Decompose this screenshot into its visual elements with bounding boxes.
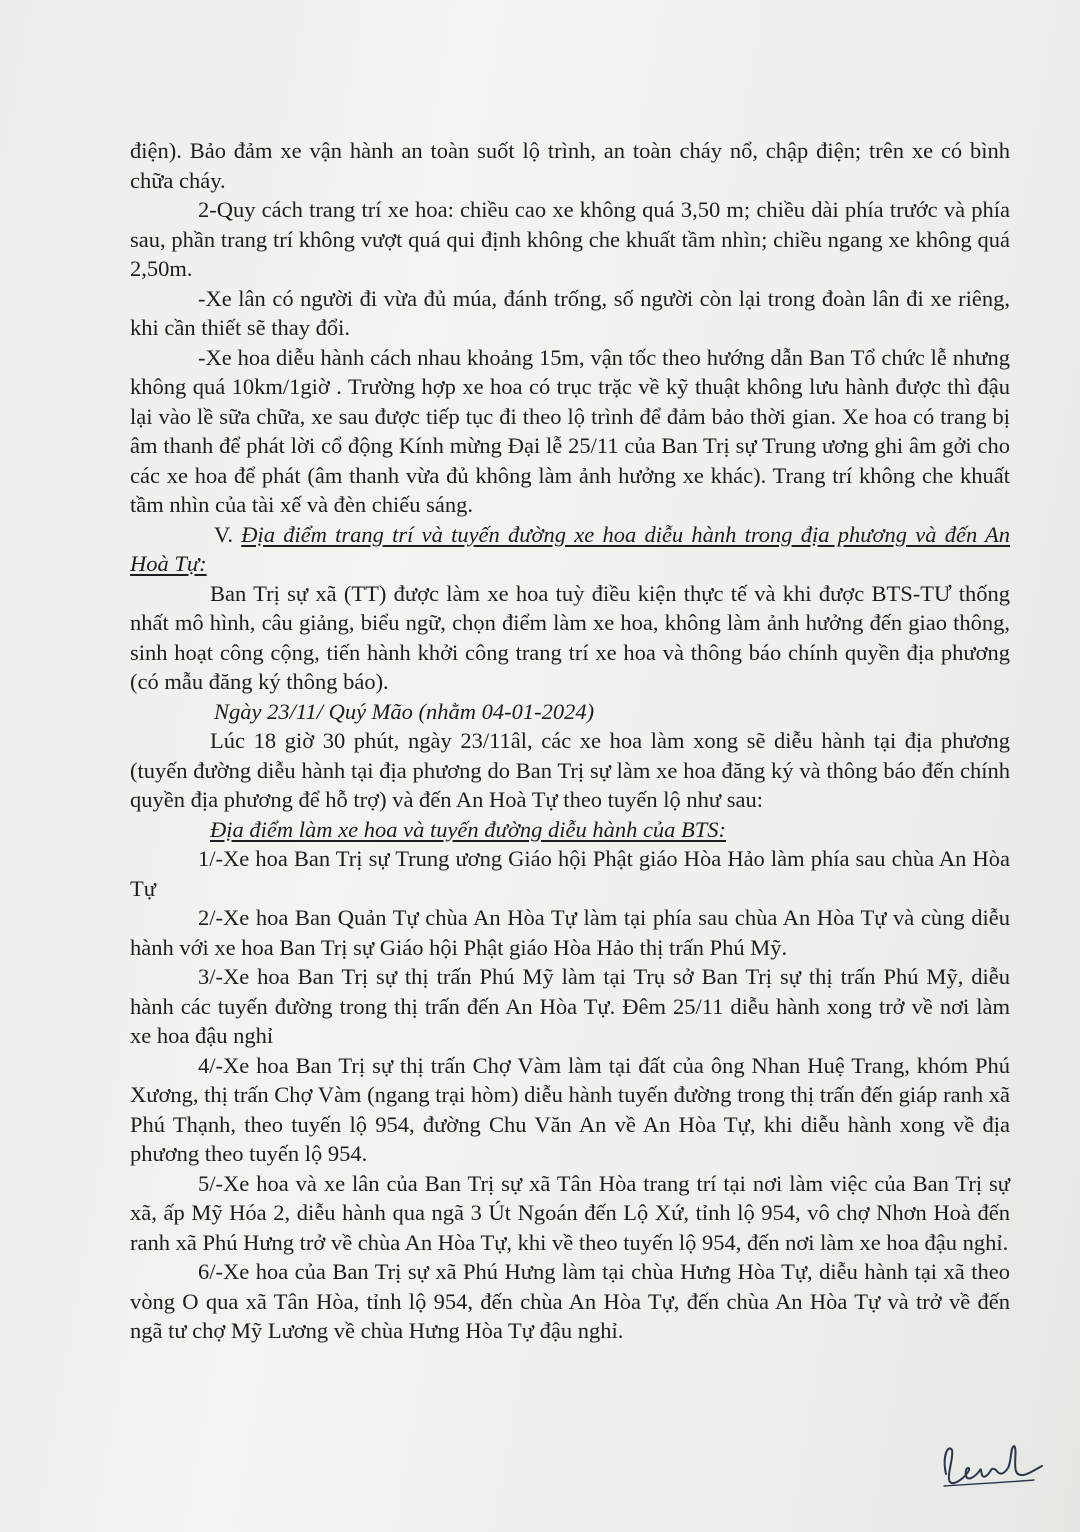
bts-heading-wrap (130, 815, 1010, 845)
list-item: 1/-Xe hoa Ban Trị sự Trung ương Giáo hội Phật giáo Hòa Hảo làm phía sau chùa An Hòa Tự (130, 846, 1010, 901)
handwritten-signature (938, 1436, 1048, 1496)
date-line: Ngày 23/11/ Quý Mão (nhằm 04-01-2024) (214, 698, 595, 724)
document-body (130, 136, 1010, 1346)
section-v-body: Ban Trị sự xã (TT) được làm xe hoa tuỳ điều kiện thực tế và khi được BTS-TƯ thống nhất mô hình, câu giảng, biểu ngữ, chọn điểm làm xe hoa, không làm ảnh hưởng đến giao thông, sinh hoạt công cộng, tiến hành khởi công trang trí xe hoa và thông báo chính quyền địa phương (có mẫu đăng ký thông báo). (130, 580, 1010, 694)
date-body: Lúc 18 giờ 30 phút, ngày 23/11âl, các xe hoa làm xong sẽ diễu hành tại địa phương (tuyến đường diễu hành tại địa phương do Ban Trị sự làm xe hoa đăng ký và thông báo đến chính quyền địa phương để hỗ trợ) và đến An Hoà Tự theo tuyến lộ như sau: (130, 728, 1010, 812)
list-item: 3/-Xe hoa Ban Trị sự thị trấn Phú Mỹ làm tại Trụ sở Ban Trị sự thị trấn Phú Mỹ, diễu hành các tuyến đường trong thị trấn đến An Hòa Tự. Đêm 25/11 diễu hành xong trở về nơi làm xe hoa đậu nghỉ (130, 964, 1010, 1048)
paragraph-lion-dance-vehicle: -Xe lân có người đi vừa đủ múa, đánh trống, số người còn lại trong đoàn lân đi xe riêng, khi cần thiết sẽ thay đổi. (130, 285, 1010, 340)
paragraph-electric-safety: điện). Bảo đảm xe vận hành an toàn suốt lộ trình, an toàn cháy nổ, chập điện; trên xe có bình chữa cháy. (130, 138, 1010, 193)
list-item: 2/-Xe hoa Ban Quản Tự chùa An Hòa Tự làm tại phía sau chùa An Hòa Tự và cùng diễu hành với xe hoa Ban Trị sự Giáo hội Phật giáo Hòa Hảo thị trấn Phú Mỹ. (130, 905, 1010, 960)
paragraph-parade-speed: -Xe hoa diễu hành cách nhau khoảng 15m, vận tốc theo hướng dẫn Ban Tổ chức lễ nhưng không quá 10km/1giờ . Trường hợp xe hoa có trục trặc về kỹ thuật không lưu hành được thì đậu lại vào lề sữa chữa, xe sau được tiếp tục đi theo lộ trình để đảm bảo thời gian. Xe hoa có trang bị âm thanh để phát lời cổ động Kính mừng Đại lễ 25/11 của Ban Trị sự Trung ương ghi âm gởi cho các xe hoa để phát (âm thanh vừa đủ không làm ảnh hưởng xe khác). Trang trí không che khuất tầm nhìn của tài xế và đèn chiếu sáng. (130, 344, 1010, 517)
section-v-heading (130, 520, 1010, 579)
section-v-title: Địa điểm trang trí và tuyến đường xe hoa diễu hành trong địa phương và đến An Hoà Tự: (130, 521, 1011, 576)
paragraph-decoration-spec: 2-Quy cách trang trí xe hoa: chiều cao xe không quá 3,50 m; chiều dài phía trước và phía sau, phần trang trí không vượt quá qui định không che khuất tầm nhìn; chiều ngang xe không quá 2,50m. (130, 197, 1010, 281)
list-item: 5/-Xe hoa và xe lân của Ban Trị sự xã Tân Hòa trang trí tại nơi làm việc của Ban Trị sự xã, ấp Mỹ Hóa 2, diễu hành qua ngã 3 Út Ngoán đến Lộ Xứ, tỉnh lộ 954, vô chợ Nhơn Hoà đến ranh xã Phú Hưng trở về chùa An Hòa Tự, khi về theo tuyến lộ 954, đến nơi làm xe hoa đậu nghỉ. (130, 1170, 1010, 1255)
list-item: 6/-Xe hoa của Ban Trị sự xã Phú Hưng làm tại chùa Hưng Hòa Tự, diễu hành tại xã theo vòng O qua xã Tân Hòa, tỉnh lộ 954, đến chùa An Hòa Tự, đến chùa An Hòa Tự và trở về đến ngã tư chợ Mỹ Lương về chùa Hưng Hòa Tự đậu nghỉ. (130, 1259, 1010, 1343)
bts-heading: Địa điểm làm xe hoa và tuyến đường diễu hành của BTS: (210, 816, 727, 842)
section-v-number: V. (214, 521, 233, 547)
list-item: 4/-Xe hoa Ban Trị sự thị trấn Chợ Vàm làm tại đất của ông Nhan Huệ Trang, khóm Phú Xương, thị trấn Chợ Vàm (ngang trại hòm) diễu hành tuyến đường trong thị trấn đến giáp ranh xã Phú Thạnh, theo tuyến lộ 954, đường Chu Văn An về An Hòa Tự, khi diễu hành xong về địa phương theo tuyến lộ 954. (130, 1052, 1010, 1166)
